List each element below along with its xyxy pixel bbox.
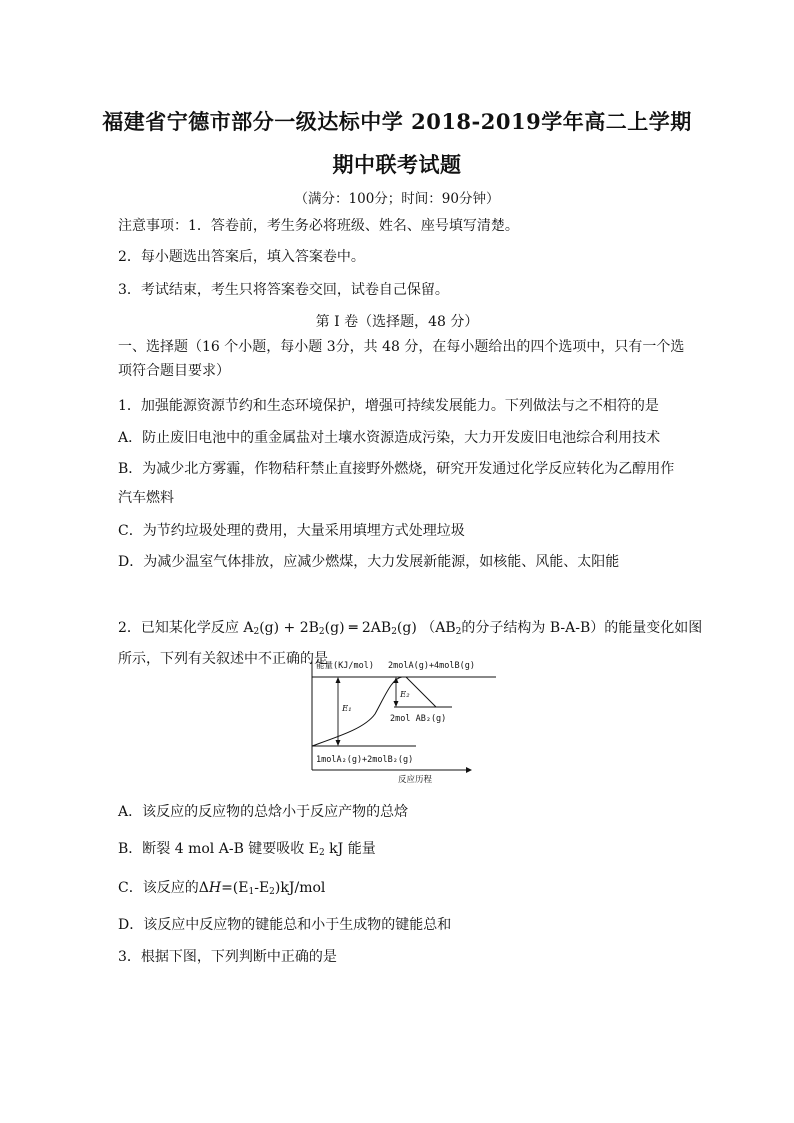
q1-option-b-line1: B．为减少北方雾霾，作物秸秆禁止直接野外燃烧，研究开发通过化学反应转化为乙醇用作 — [118, 461, 675, 477]
note-3: 3．考试结束，考生只将答案卷交回，试卷自己保留。 — [118, 282, 449, 298]
y-axis-label: 能量(KJ/mol) — [316, 661, 374, 671]
exam-title-line1: 福建省宁德市部分一级达标中学 2018-2019学年高二上学期 — [102, 109, 692, 134]
e1-label: E₁ — [342, 704, 352, 714]
section-title: 第 I 卷（选择题，48 分） — [315, 314, 479, 330]
exam-title-line2: 期中联考试题 — [332, 152, 462, 177]
reaction-curve — [312, 677, 402, 746]
q1-option-c: C．为节约垃圾处理的费用，大量采用填埋方式处理垃圾 — [118, 523, 465, 539]
e1-arrow-head-bottom — [336, 740, 341, 746]
note-2: 2．每小题选出答案后，填入答案卷中。 — [118, 249, 365, 265]
e1-arrow-head-top — [336, 677, 341, 683]
section-instructions-2: 项符合题目要求） — [118, 363, 230, 379]
q2-stem-line2: 所示，下列有关叙述中不正确的是 — [118, 651, 328, 667]
q1-option-d: D．为减少温室气体排放，应减少燃煤，大力发展新能源，如核能、风能、太阳能 — [118, 554, 620, 570]
q3-stem: 3．根据下图，下列判断中正确的是 — [118, 949, 337, 965]
q1-stem: 1．加强能源资源节约和生态环境保护，增强可持续发展能力。下列做法与之不相符的是 — [118, 398, 659, 414]
q1-option-b-line2: 汽车燃料 — [118, 490, 174, 506]
q2-option-d: D．该反应中反应物的键能总和小于生成物的键能总和 — [118, 917, 452, 933]
x-axis-label: 反应历程 — [398, 775, 433, 785]
section-instructions-1: 一、选择题（16 个小题，每小题 3分，共 48 分，在每小题给出的四个选项中，只有一个选 — [118, 339, 685, 355]
q2-option-c: C．该反应的$\Delta H=(E_1-E_2)kJ$/mol — [118, 880, 326, 897]
product-descent — [406, 677, 436, 707]
q2-stem-line1: 2．已知某化学反应 $A_2(g) + 2B_2(g)$ ═ $2AB_2(g)$ （$AB_2$的分子结构为 B-A-B）的能量变化如图 — [118, 620, 703, 637]
energy-diagram-svg — [300, 656, 514, 786]
q2-option-b: B．断裂 4 mol A-B 键要吸收 $E_2$ kJ 能量 — [118, 841, 376, 858]
q2-option-a: A．该反应的反应物的总焓小于反应产物的总焓 — [118, 804, 409, 820]
note-1: 注意事项：1．答卷前，考生务必将班级、姓名、座号填写清楚。 — [118, 218, 519, 234]
q1-option-a: A．防止废旧电池中的重金属盐对土壤水资源造成污染，大力开发废旧电池综合利用技术 — [118, 430, 661, 446]
e2-arrow-head-bottom — [394, 701, 399, 707]
product-label: 2mol AB₂(g) — [390, 714, 447, 724]
x-axis-arrow — [466, 767, 472, 773]
energy-diagram — [300, 656, 514, 786]
exam-score-time: （满分：100分；时间：90分钟） — [294, 191, 500, 207]
top-state-label: 2molA(g)+4molB(g) — [388, 661, 475, 671]
e2-label: E₂ — [400, 690, 410, 700]
e2-arrow-head-top — [394, 677, 399, 683]
reactant-label: 1molA₂(g)+2molB₂(g) — [316, 755, 414, 765]
